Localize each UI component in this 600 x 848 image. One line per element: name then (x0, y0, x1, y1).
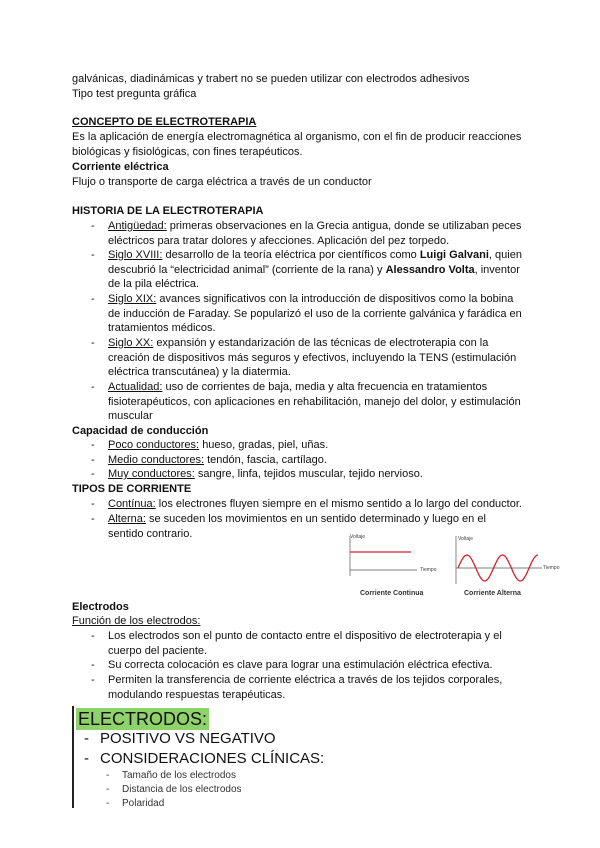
list-dash: - (91, 293, 95, 305)
text: avances significativos con la introducción de dispositivos como la bobina (159, 293, 514, 305)
historia-item-antiguedad (108, 219, 538, 248)
slide-subbullet-2: Distancia de los electrodos (122, 784, 242, 795)
slide-subbullet-1: Tamaño de los electrodos (122, 770, 236, 781)
electrodos-heading: Electrodos (72, 601, 129, 613)
list-dash: - (91, 674, 95, 686)
text: Su correcta colocación es clave para lograr una estimulación eléctrica efectiva. (108, 659, 493, 671)
historia-heading: HISTORIA DE LA ELECTROTERAPIA (72, 205, 264, 217)
text: los electrones fluyen siempre en el mismo sentido a lo largo del conductor. (158, 498, 522, 510)
slide-subbullet-3: Polaridad (122, 798, 165, 809)
electrodos-item-2 (108, 658, 538, 673)
slide-subdash: - (106, 784, 110, 795)
alterna-caption: Corriente Alterna (464, 590, 521, 597)
list-dash: - (91, 659, 95, 671)
term: Antigüedad: (108, 220, 167, 232)
term: Muy conductores: (108, 468, 195, 480)
text: primeras observaciones en la Grecia antigua, donde se utilizaban peces (169, 220, 522, 232)
conduccion-item-poco (108, 438, 538, 453)
tipos-item-continua (108, 497, 538, 512)
intro-line-2: Tipo test pregunta gráfica (72, 88, 197, 100)
text: uso de corrientes de baja, media y alta frecuencia en tratamientos (165, 381, 488, 393)
alterna-graph (450, 534, 570, 588)
continua-caption: Corriente Continua (360, 590, 424, 597)
corriente-text: Flujo o transporte de carga eléctrica a través de un conductor (72, 176, 372, 188)
text: desarrollo de la teoría eléctrica por científicos como (165, 249, 420, 261)
slide-subdash: - (106, 770, 110, 781)
text: modulando respuestas terapéuticas. (108, 688, 286, 701)
list-dash: - (91, 454, 95, 466)
conduccion-item-muy (108, 467, 538, 482)
term: Poco conductores: (108, 439, 200, 451)
text: hueso, gradas, piel, uñas. (202, 439, 329, 451)
text: Los electrodos son el punto de contacto entre el dispositivo de electroterapia y el (108, 630, 502, 642)
text: cuerpo del paciente. (108, 644, 208, 657)
text: , quien (488, 249, 522, 261)
term: Actualidad: (108, 381, 163, 393)
conduccion-item-medio (108, 453, 538, 468)
volta-name: Alessandro Volta (385, 263, 475, 276)
continua-tiempo-label: Tiempo (420, 567, 437, 573)
text: expansión y estandarización de las técnicas de electroterapia con la (156, 337, 489, 349)
text: fisioterapéuticos, con aplicaciones en rehabilitación, manejo del dolor, y estimulación (108, 395, 521, 408)
text: sangre, linfa, tejidos muscular, tejido nervioso. (197, 468, 423, 480)
list-dash: - (91, 513, 95, 525)
electrodos-item-1 (108, 629, 538, 658)
text: sentido contrario. (108, 527, 193, 540)
term: Siglo XX: (108, 337, 154, 349)
intro-line-1: galvánicas, diadinámicas y trabert no se pueden utilizar con electrodos adhesivos (72, 73, 470, 85)
text: de la pila eléctrica. (108, 278, 200, 290)
list-dash: - (91, 337, 95, 349)
continua-graph (345, 534, 445, 584)
term: Siglo XVIII: (108, 249, 163, 261)
slide-bullet-2: CONSIDERACIONES CLÍNICAS: (100, 750, 325, 767)
list-dash: - (91, 468, 95, 480)
slide-subdash: - (106, 798, 110, 809)
text: , inventor (474, 263, 520, 276)
slide-bullet-1: POSITIVO VS NEGATIVO (100, 730, 276, 747)
concepto-heading: CONCEPTO DE ELECTROTERAPIA (72, 116, 257, 128)
galvani-name: Luigi Galvani (419, 249, 489, 261)
historia-item-actualidad (108, 380, 538, 424)
term: Contínua: (108, 498, 156, 510)
tipos-heading: TIPOS DE CORRIENTE (72, 483, 192, 495)
text: muscular (108, 410, 153, 422)
list-dash: - (91, 381, 95, 393)
text: eléctrica transcutánea) y la diatermia. (108, 366, 291, 378)
text: Permiten la transferencia de corriente eléctrica a través de los tejidos corporales, (108, 674, 503, 686)
concepto-text-2: biológicas y fisiológicas, con fines terapéuticos. (72, 146, 303, 158)
slide-title: ELECTRODOS: (78, 709, 208, 729)
list-dash: - (91, 220, 95, 232)
text: tendón, fascia, cartílago. (207, 454, 327, 466)
conduccion-heading: Capacidad de conducción (72, 425, 209, 437)
term: Medio conductores: (108, 454, 204, 466)
text: se suceden los movimientos en un sentido determinado y luego en el (148, 513, 486, 525)
historia-item-siglo-xx (108, 336, 538, 380)
electrodos-subheading: Función de los electrodos: (72, 615, 201, 627)
list-dash: - (91, 498, 95, 510)
text: tratamientos médicos. (108, 322, 216, 334)
historia-item-siglo-xviii (108, 248, 538, 292)
slide-dash: - (84, 750, 89, 767)
term: Siglo XIX: (108, 293, 157, 305)
text: eléctricos para tratar dolores y afecciones. Aplicación del pez torpedo. (108, 234, 450, 247)
continua-voltaje-label: Voltaje (350, 534, 366, 540)
slide-dash: - (84, 730, 89, 747)
concepto-text-1: Es la aplicación de energía electromagnética al organismo, con el fin de producir reacciones (72, 131, 522, 143)
corriente-heading: Corriente eléctrica (72, 161, 169, 173)
text: creación de dispositivos más seguros y efectivos, incluyendo la TENS (estimulación (108, 351, 517, 364)
historia-item-siglo-xix (108, 292, 538, 336)
alterna-tiempo-label: Tiempo (543, 565, 560, 571)
term: Alterna: (108, 513, 146, 525)
text: de inducción de Faraday. Se popularizó el uso de la corriente galvánica y farádica en (108, 307, 522, 320)
alterna-voltaje-label: Voltaje (458, 536, 474, 542)
electrodos-item-3 (108, 673, 538, 702)
list-dash: - (91, 630, 95, 642)
text: descubrió la “electricidad animal” (corriente de la rana) y (108, 263, 386, 276)
list-dash: - (91, 249, 95, 261)
list-dash: - (91, 439, 95, 451)
